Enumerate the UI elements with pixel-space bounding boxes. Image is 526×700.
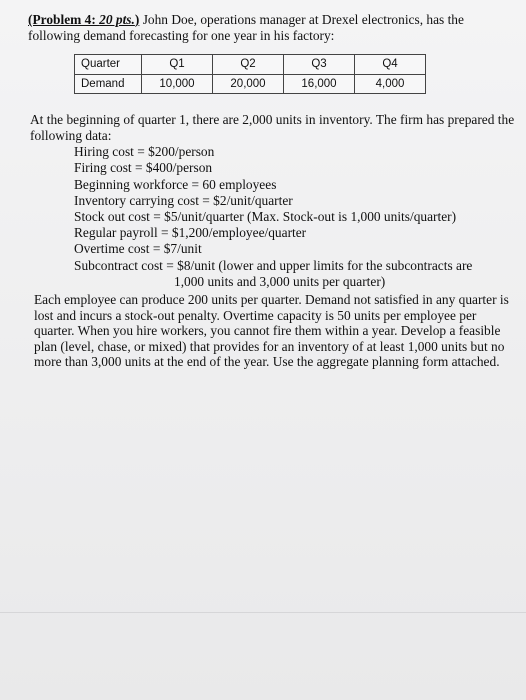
table-cell: 16,000	[284, 74, 355, 93]
cost-data-list	[74, 144, 516, 290]
list-item: Hiring cost = $200/person	[74, 144, 215, 160]
page-divider	[0, 612, 526, 613]
problem-heading: (Problem 4: 20 pts.)	[28, 12, 140, 27]
table-cell: 4,000	[355, 74, 426, 93]
problem-intro-text: John Doe, operations manager at Drexel electronics, has the following demand forecasting for one year in his factory:	[28, 12, 464, 44]
list-item: Firing cost = $400/person	[74, 160, 213, 176]
problem-intro	[28, 12, 516, 44]
list-item: Subcontract cost = $8/unit (lower and upper limits for the subcontracts are	[74, 257, 473, 273]
list-item: Stock out cost = $5/unit/quarter (Max. Stock-out is 1,000 units/quarter)	[74, 209, 457, 225]
table-cell: 10,000	[142, 74, 213, 93]
problem-content	[22, 12, 516, 370]
table-cell: Q4	[355, 55, 426, 74]
table-cell: Demand	[75, 74, 142, 93]
list-item-continuation: 1,000 units and 3,000 units per quarter)	[174, 273, 386, 289]
table-header-row	[75, 55, 426, 74]
problem-points: 20 pts.	[99, 12, 135, 27]
table-cell: Q1	[142, 55, 213, 74]
table-cell: Q3	[284, 55, 355, 74]
table-cell: 20,000	[213, 74, 284, 93]
requirements-paragraph: Each employee can produce 200 units per quarter. Demand not satisfied in any quarter is lost and incurs a stock-out penalty. Overtime capacity is 50 units per employee per quarter. When you hire workers, you cannot fire them within a year. Develop a feasible plan (level, chase, or mixed) that provides for an inventory of at least 1,000 units but no more than 3,000 units at the end of the year. Use the aggregate planning form attached.	[34, 292, 509, 370]
list-item: Beginning workforce = 60 employees	[74, 176, 277, 192]
list-item: Overtime cost = $7/unit	[74, 241, 202, 257]
table-cell: Quarter	[75, 55, 142, 74]
table-cell: Q2	[213, 55, 284, 74]
list-item: Regular payroll = $1,200/employee/quarter	[74, 225, 307, 241]
demand-forecast-table	[74, 54, 426, 93]
list-item: Inventory carrying cost = $2/unit/quarter	[74, 192, 293, 208]
inventory-paragraph: At the beginning of quarter 1, there are 2,000 units in inventory. The firm has prepared the following data:	[30, 111, 515, 144]
table-row	[75, 74, 426, 93]
